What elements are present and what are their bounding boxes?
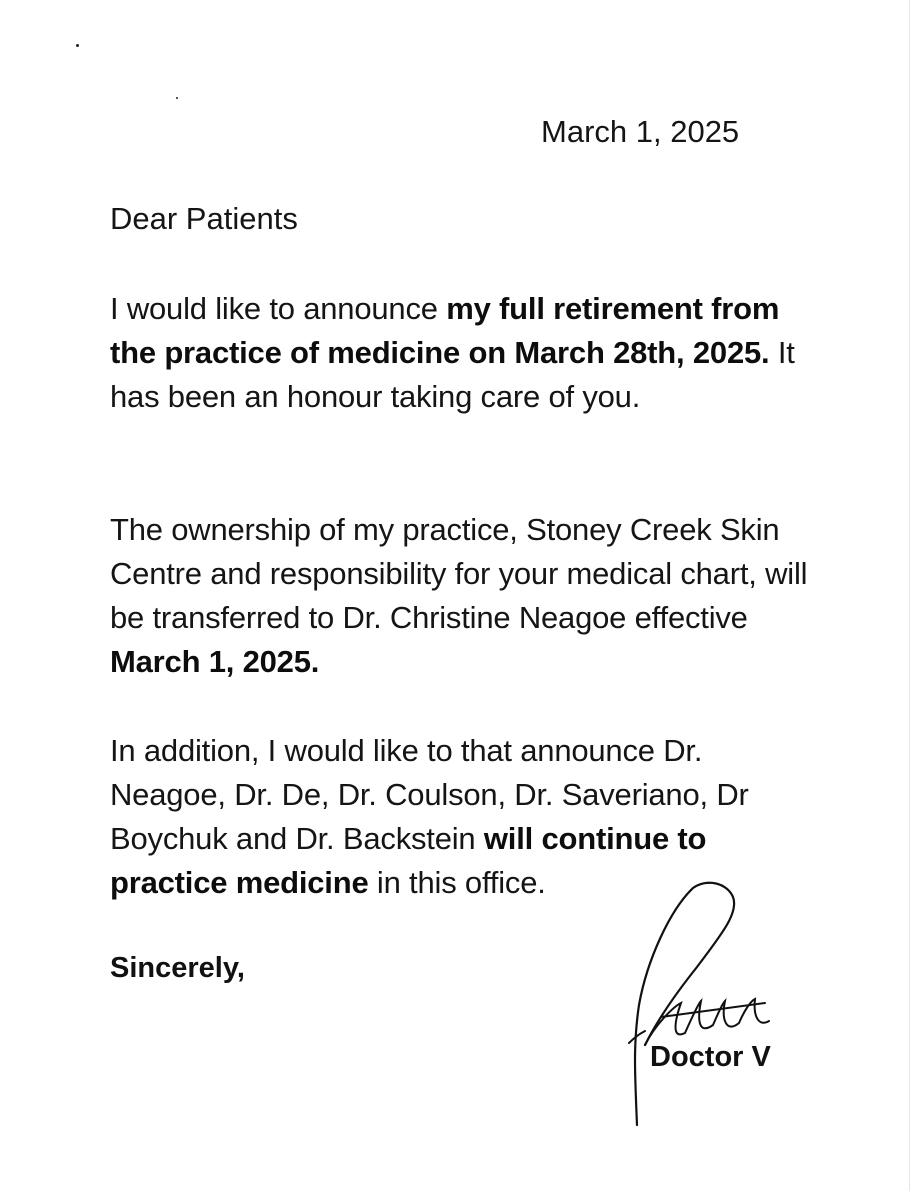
paragraph-text: In addition, I would like to that announce Dr. Neagoe, Dr. De, Dr. Coulson, Dr. Saveriano, Dr Boychuk and Dr. Backstein [110,733,749,856]
handwritten-signature [615,875,785,1140]
closing: Sincerely, [110,952,245,984]
paragraph-text: I would like to announce [110,291,447,326]
scan-speck [76,44,79,47]
paragraph-text: It has been an honour taking care of you. [110,335,795,414]
paragraph-emphasis: March 1, 2025. [110,644,320,679]
paragraph-text: in this office. [368,865,546,900]
paragraph-emphasis: will continue to practice medicine [110,821,707,900]
paragraph-ownership [110,508,810,684]
paragraph-text: The ownership of my practice, Stoney Creek Skin Centre and responsibility for your medical chart, will be transferred to Dr. Christine Neagoe effective [110,512,808,635]
signer-name: Doctor V [650,1041,771,1073]
scan-speck [176,97,178,99]
paragraph-emphasis: my full retirement from the practice of medicine on March 28th, 2025. [110,291,780,370]
salutation: Dear Patients [110,201,298,236]
paragraph-retirement [110,287,810,419]
letter-date: March 1, 2025 [541,114,740,149]
